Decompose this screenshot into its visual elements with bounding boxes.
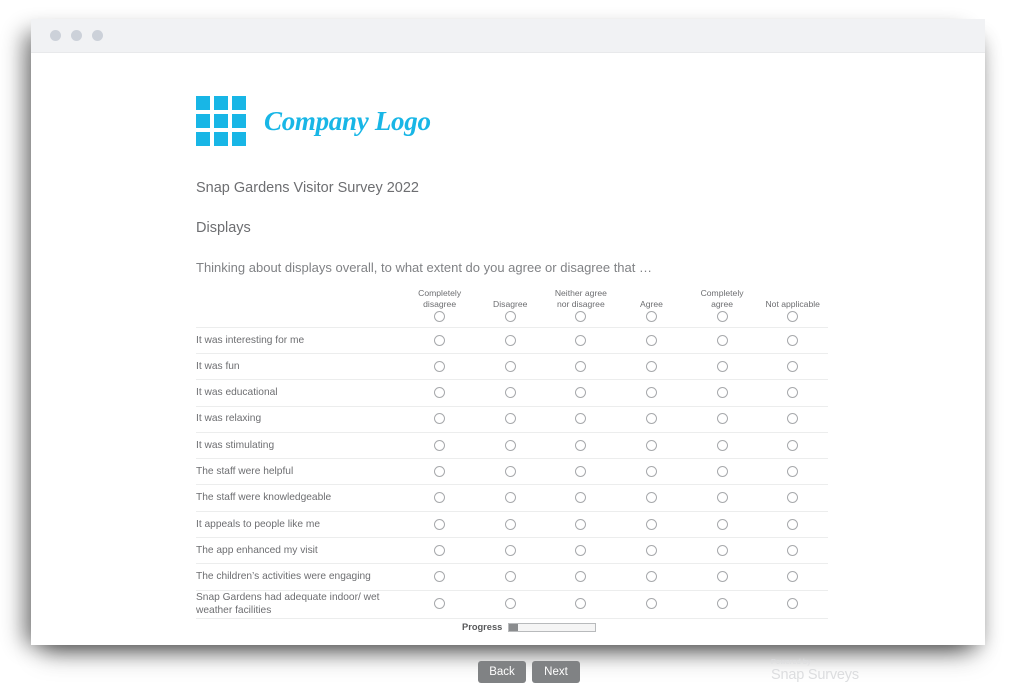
grid-radio-cell[interactable] [546,353,617,379]
radio-button[interactable] [434,545,445,556]
radio-button[interactable] [505,545,516,556]
radio-button[interactable] [434,492,445,503]
radio-button[interactable] [646,387,657,398]
radio-button[interactable] [717,311,728,322]
radio-button[interactable] [434,413,445,424]
radio-button[interactable] [717,413,728,424]
grid-row [196,353,828,379]
radio-button[interactable] [717,361,728,372]
grid-header-radio-cell [689,310,756,322]
radio-button[interactable] [434,466,445,477]
grid-radio-cell[interactable] [757,590,828,618]
radio-button[interactable] [505,598,516,609]
radio-button[interactable] [717,598,728,609]
grid-radio-cell[interactable] [546,590,617,618]
grid-body [196,327,828,618]
grid-header [196,288,828,327]
powered-by-snap-surveys [771,657,859,683]
grid-header-blank [196,288,404,327]
grid-row-label: The app enhanced my visit [196,544,318,556]
grid-radio-cell[interactable] [404,353,475,379]
radio-button[interactable] [717,335,728,346]
browser-title-bar [31,19,985,53]
grid-row-label: Snap Gardens had adequate indoor/ wet weather facilities [196,591,380,617]
grid-header-radio-cell [548,310,615,322]
radio-button[interactable] [575,598,586,609]
grid-radio-cell[interactable] [757,327,828,353]
grid-row [196,564,828,590]
grid-row [196,511,828,537]
radio-button[interactable] [646,598,657,609]
radio-button[interactable] [434,440,445,451]
grid-radio-cell[interactable] [616,511,687,537]
grid-column-label: Completely disagree [418,288,462,309]
radio-button[interactable] [717,545,728,556]
grid-radio-cell[interactable] [687,485,758,511]
grid-radio-cell[interactable] [404,327,475,353]
radio-button[interactable] [717,466,728,477]
logo-square [196,132,210,146]
radio-button[interactable] [575,492,586,503]
logo-square [214,114,228,128]
grid-radio-cell[interactable] [616,459,687,485]
radio-button[interactable] [787,440,798,451]
radio-button[interactable] [575,571,586,582]
grid-row-label: The staff were knowledgeable [196,492,332,504]
progress-label: Progress [462,622,503,632]
radio-button[interactable] [787,466,798,477]
grid-radio-cell[interactable] [546,327,617,353]
likert-grid [196,288,828,619]
radio-button[interactable] [646,492,657,503]
radio-button[interactable] [646,361,657,372]
radio-button[interactable] [434,598,445,609]
radio-button[interactable] [505,335,516,346]
grid-radio-cell[interactable] [475,353,546,379]
grid-radio-cell[interactable] [546,564,617,590]
grid-radio-cell[interactable] [404,485,475,511]
radio-button[interactable] [787,311,798,322]
progress-track [508,623,596,632]
radio-button[interactable] [787,519,798,530]
grid-radio-cell[interactable] [475,564,546,590]
grid-header-radio-cell [406,310,473,322]
grid-radio-cell[interactable] [687,538,758,564]
grid-radio-cell[interactable] [475,327,546,353]
radio-button[interactable] [646,545,657,556]
grid-radio-cell[interactable] [757,459,828,485]
radio-button[interactable] [575,545,586,556]
radio-button[interactable] [434,519,445,530]
grid-column-header [616,288,687,327]
grid-header-radio-cell [618,310,685,322]
grid-radio-cell[interactable] [687,432,758,458]
logo-square [214,96,228,110]
next-button[interactable]: Next [532,661,580,683]
logo-square [196,114,210,128]
grid-row [196,538,828,564]
logo-square [214,132,228,146]
logo-square [232,114,246,128]
grid-radio-cell[interactable] [546,432,617,458]
grid-radio-cell[interactable] [475,380,546,406]
grid-radio-cell[interactable] [687,511,758,537]
radio-button[interactable] [505,440,516,451]
grid-radio-cell[interactable] [404,538,475,564]
grid-radio-cell[interactable] [475,485,546,511]
grid-column-header [687,288,758,327]
grid-header-row [196,288,828,327]
radio-button[interactable] [434,361,445,372]
grid-row-label: The staff were helpful [196,466,294,478]
radio-button[interactable] [646,571,657,582]
powered-by-label: Powered by [771,657,812,666]
grid-radio-cell[interactable] [687,327,758,353]
grid-row-label: It was educational [196,387,278,399]
radio-button[interactable] [505,387,516,398]
grid-radio-cell[interactable] [475,590,546,618]
radio-button[interactable] [575,335,586,346]
grid-radio-cell[interactable] [687,353,758,379]
grid-row [196,380,828,406]
grid-radio-cell[interactable] [475,432,546,458]
logo-square [232,132,246,146]
grid-radio-cell[interactable] [404,406,475,432]
grid-row-label: It was stimulating [196,439,275,451]
grid-row-label: It was fun [196,360,240,372]
radio-button[interactable] [505,571,516,582]
grid-row [196,432,828,458]
radio-button[interactable] [575,519,586,530]
grid-column-label: Neither agree nor disagree [554,288,607,309]
grid-radio-cell[interactable] [616,432,687,458]
radio-button[interactable] [505,466,516,477]
grid-radio-cell[interactable] [616,380,687,406]
grid-radio-cell[interactable] [616,590,687,618]
radio-button[interactable] [787,361,798,372]
radio-button[interactable] [575,440,586,451]
grid-row [196,406,828,432]
radio-button[interactable] [717,387,728,398]
grid-row-label: It appeals to people like me [196,518,321,530]
grid-radio-cell[interactable] [757,380,828,406]
logo-square [196,96,210,110]
grid-radio-cell[interactable] [475,406,546,432]
grid-row [196,590,828,618]
radio-button[interactable] [787,387,798,398]
grid-column-label: Not applicable [765,298,820,309]
grid-radio-cell[interactable] [757,353,828,379]
radio-button[interactable] [787,413,798,424]
grid-radio-cell[interactable] [616,327,687,353]
maximize-dot[interactable] [92,30,103,41]
progress-indicator [462,622,596,632]
grid-column-label: Disagree [493,298,528,309]
survey-content [196,53,856,619]
grid-header-radio-cell [477,310,544,322]
grid-radio-cell[interactable] [687,564,758,590]
back-button[interactable]: Back [478,661,526,683]
grid-row-label: It was relaxing [196,413,262,425]
progress-fill [509,624,518,631]
grid-radio-cell[interactable] [546,406,617,432]
grid-radio-cell[interactable] [546,459,617,485]
grid-radio-cell[interactable] [616,538,687,564]
grid-column-header [757,288,828,327]
radio-button[interactable] [575,387,586,398]
grid-radio-cell[interactable] [616,485,687,511]
grid-radio-cell[interactable] [616,353,687,379]
survey-title: Snap Gardens Visitor Survey 2022 [196,180,420,196]
radio-button[interactable] [717,440,728,451]
grid-row [196,327,828,353]
grid-radio-cell[interactable] [475,511,546,537]
radio-button[interactable] [575,361,586,372]
company-logo [196,53,856,146]
radio-button[interactable] [646,440,657,451]
grid-radio-cell[interactable] [404,564,475,590]
question-text: Thinking about displays overall, to what extent do you agree or disagree that … [196,260,652,275]
radio-button[interactable] [646,413,657,424]
grid-row [196,485,828,511]
navigation-buttons [478,661,580,683]
grid-row [196,459,828,485]
grid-radio-cell[interactable] [616,406,687,432]
grid-radio-cell[interactable] [757,432,828,458]
snap-surveys-brand: Snap Surveys [771,667,859,683]
grid-radio-cell[interactable] [687,380,758,406]
grid-radio-cell[interactable] [404,459,475,485]
grid-radio-cell[interactable] [475,538,546,564]
grid-row-label: It was interesting for me [196,334,305,346]
grid-row-label: The children’s activities were engaging [196,571,371,583]
grid-radio-cell[interactable] [546,380,617,406]
grid-squares-icon [196,96,246,146]
radio-button[interactable] [787,492,798,503]
grid-radio-cell[interactable] [687,590,758,618]
radio-button[interactable] [787,571,798,582]
radio-button[interactable] [646,311,657,322]
grid-header-radio-cell [759,310,826,322]
browser-window [31,19,985,683]
radio-button[interactable] [575,413,586,424]
grid-radio-cell[interactable] [404,511,475,537]
grid-radio-cell[interactable] [757,406,828,432]
radio-button[interactable] [717,519,728,530]
grid-radio-cell[interactable] [404,590,475,618]
radio-button[interactable] [646,466,657,477]
radio-button[interactable] [575,466,586,477]
radio-button[interactable] [434,571,445,582]
grid-column-label: Completely agree [700,288,744,309]
radio-button[interactable] [505,492,516,503]
grid-column-header [475,288,546,327]
radio-button[interactable] [505,311,516,322]
grid-column-label: Agree [639,298,663,309]
logo-square [232,96,246,110]
survey-page [31,53,985,683]
grid-radio-cell[interactable] [757,511,828,537]
radio-button[interactable] [646,335,657,346]
grid-radio-cell[interactable] [546,485,617,511]
radio-button[interactable] [787,545,798,556]
radio-button[interactable] [434,387,445,398]
minimize-dot[interactable] [71,30,82,41]
grid-column-header [546,288,617,327]
radio-button[interactable] [646,519,657,530]
grid-radio-cell[interactable] [404,380,475,406]
radio-button[interactable] [505,361,516,372]
radio-button[interactable] [505,519,516,530]
grid-radio-cell[interactable] [546,538,617,564]
grid-radio-cell[interactable] [404,432,475,458]
radio-button[interactable] [505,413,516,424]
section-title: Displays [196,220,251,236]
radio-button[interactable] [434,311,445,322]
grid-radio-cell[interactable] [687,459,758,485]
radio-button[interactable] [787,598,798,609]
company-logo-text: Company Logo [264,105,431,136]
radio-button[interactable] [434,335,445,346]
grid-radio-cell[interactable] [757,538,828,564]
grid-column-header [404,288,475,327]
radio-button[interactable] [787,335,798,346]
grid-radio-cell[interactable] [546,511,617,537]
radio-button[interactable] [575,311,586,322]
grid-radio-cell[interactable] [616,564,687,590]
radio-button[interactable] [717,492,728,503]
grid-radio-cell[interactable] [757,485,828,511]
close-dot[interactable] [50,30,61,41]
radio-button[interactable] [717,571,728,582]
grid-radio-cell[interactable] [475,459,546,485]
grid-radio-cell[interactable] [687,406,758,432]
grid-radio-cell[interactable] [757,564,828,590]
